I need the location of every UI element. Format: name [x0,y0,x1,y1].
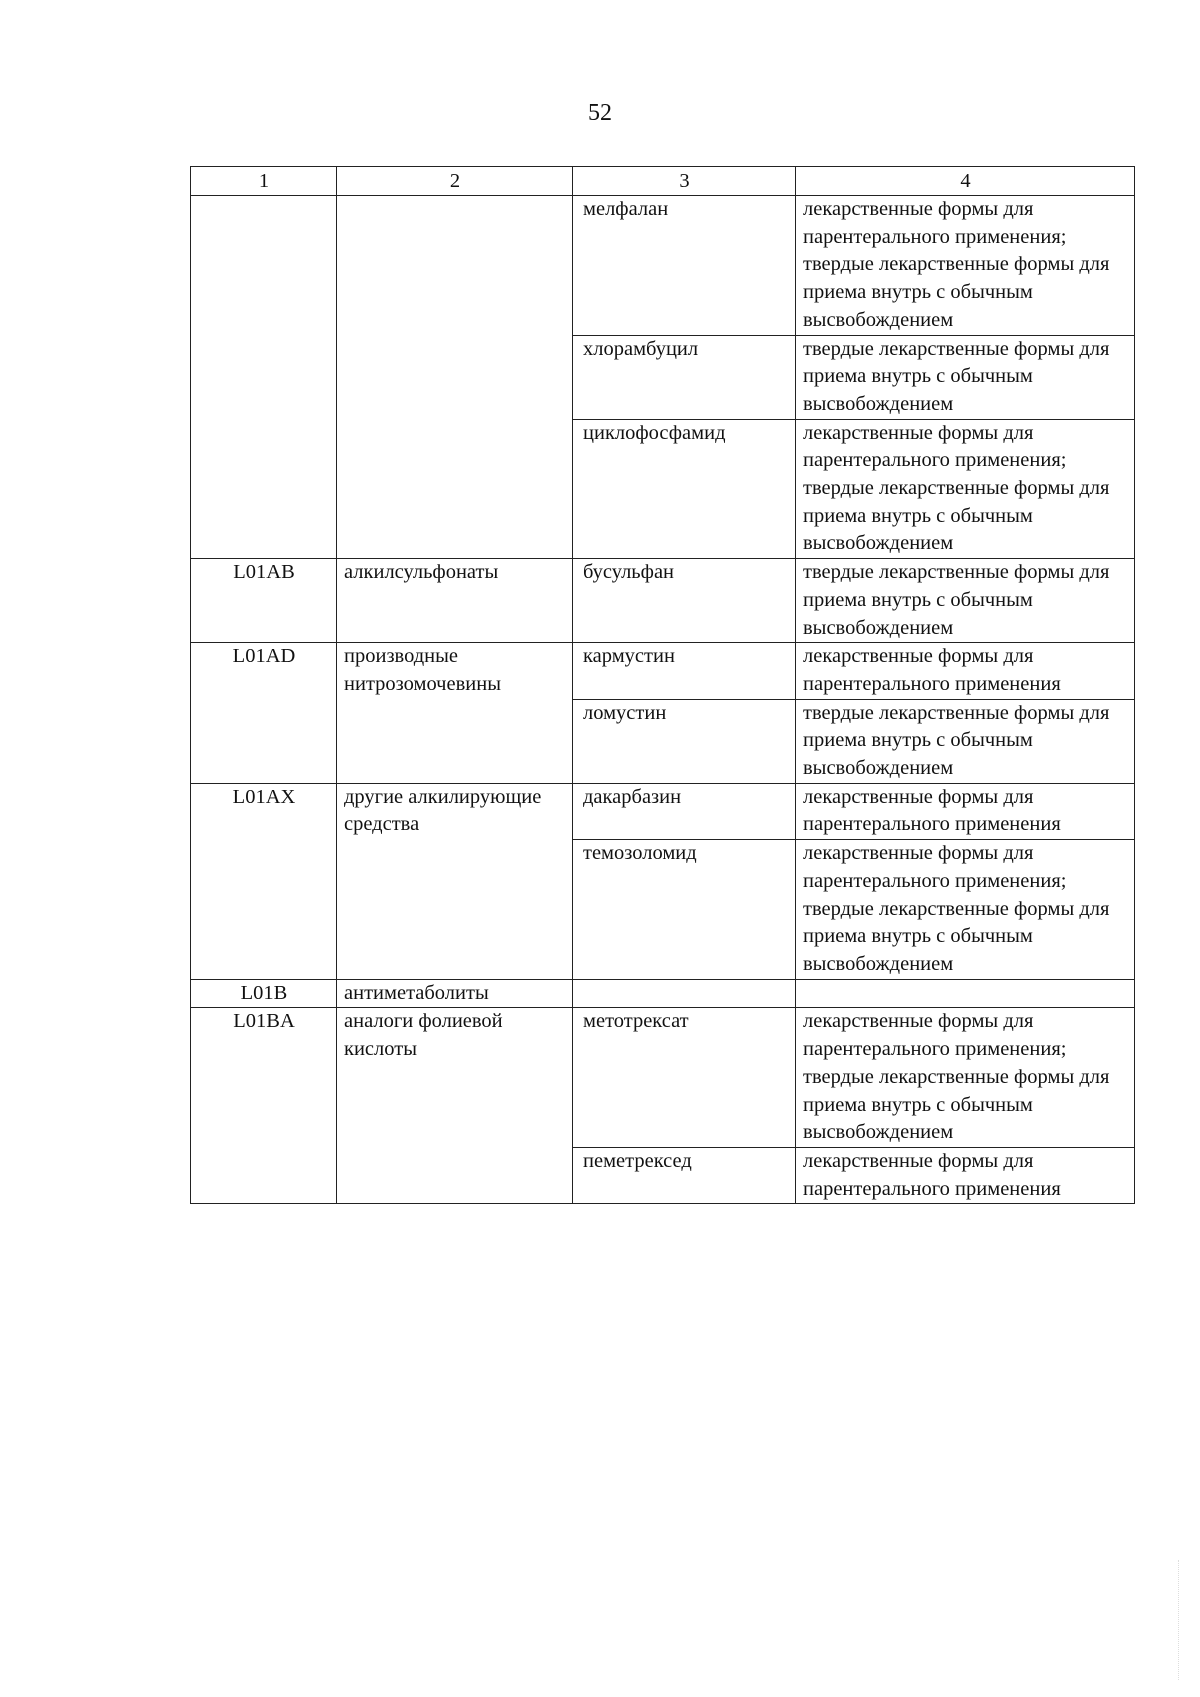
table-row [191,1008,1135,1148]
table-header-row [191,167,1135,196]
group-cell: антиметаболиты [337,979,573,1008]
code-cell: L01AX [191,783,337,979]
drug-cell: ломустин [573,699,796,783]
group-cell: производные нитрозомочевины [337,643,573,784]
group-cell: другие алкилирующие средства [337,783,573,979]
form-cell: твердые лекарственные формы для приема внутрь с обычным высвобождением [796,699,1135,783]
table-row [191,643,1135,699]
form-cell: лекарственные формы для парентерального применения [796,783,1135,839]
header-cell-4: 4 [796,167,1135,196]
header-cell-1: 1 [191,167,337,196]
drug-cell: дакарбазин [573,783,796,839]
form-cell: лекарственные формы для парентерального применения; твердые лекарственные формы для приема внутрь с обычным высвобождением [796,419,1135,559]
form-cell [796,979,1135,1008]
scan-edge-marks [1178,1560,1181,1680]
drug-cell [573,979,796,1008]
form-cell: твердые лекарственные формы для приема внутрь с обычным высвобождением [796,559,1135,643]
form-cell [796,840,1135,980]
header-cell-2: 2 [337,167,573,196]
drug-cell: бусульфан [573,559,796,643]
drug-cell: кармустин [573,643,796,699]
header-cell-3: 3 [573,167,796,196]
code-cell: L01AD [191,643,337,784]
drug-cell: циклофосфамид [573,419,796,559]
form-cell: лекарственные формы для парентерального применения [796,1147,1135,1203]
form-cell: лекарственные формы для парентерального применения; твердые лекарственные формы для приема внутрь с обычным высвобождением [796,1008,1135,1148]
group-cell: аналоги фолиевой кислоты [337,1008,573,1204]
form-cell: твердые лекарственные формы для приема внутрь с обычным высвобождением [796,335,1135,419]
drug-cell: метотрексат [573,1008,796,1148]
code-cell: L01AB [191,559,337,643]
drug-table [190,166,1135,1204]
drug-cell: мелфалан [573,196,796,336]
drug-cell: темозоломид [573,840,796,980]
group-cell-empty [337,196,573,559]
table-row [191,783,1135,839]
code-cell: L01BA [191,1008,337,1204]
drug-cell: пеметрексед [573,1147,796,1203]
form-cell: лекарственные формы для парентерального применения; твердые лекарственные формы для приема внутрь с обычным высвобождением [796,196,1135,336]
form-line: твердые лекарственные формы для приема внутрь с обычным высвобождением [803,897,1110,975]
form-line: лекарственные формы для парентерального применения; [803,842,1067,892]
table-row [191,979,1135,1008]
group-cell: алкилсульфонаты [337,559,573,643]
page-number: 52 [588,100,612,126]
drug-cell: хлорамбуцил [573,335,796,419]
code-cell: L01B [191,979,337,1008]
table-row [191,196,1135,336]
table-row [191,559,1135,643]
code-cell-empty [191,196,337,559]
form-cell: лекарственные формы для парентерального применения [796,643,1135,699]
